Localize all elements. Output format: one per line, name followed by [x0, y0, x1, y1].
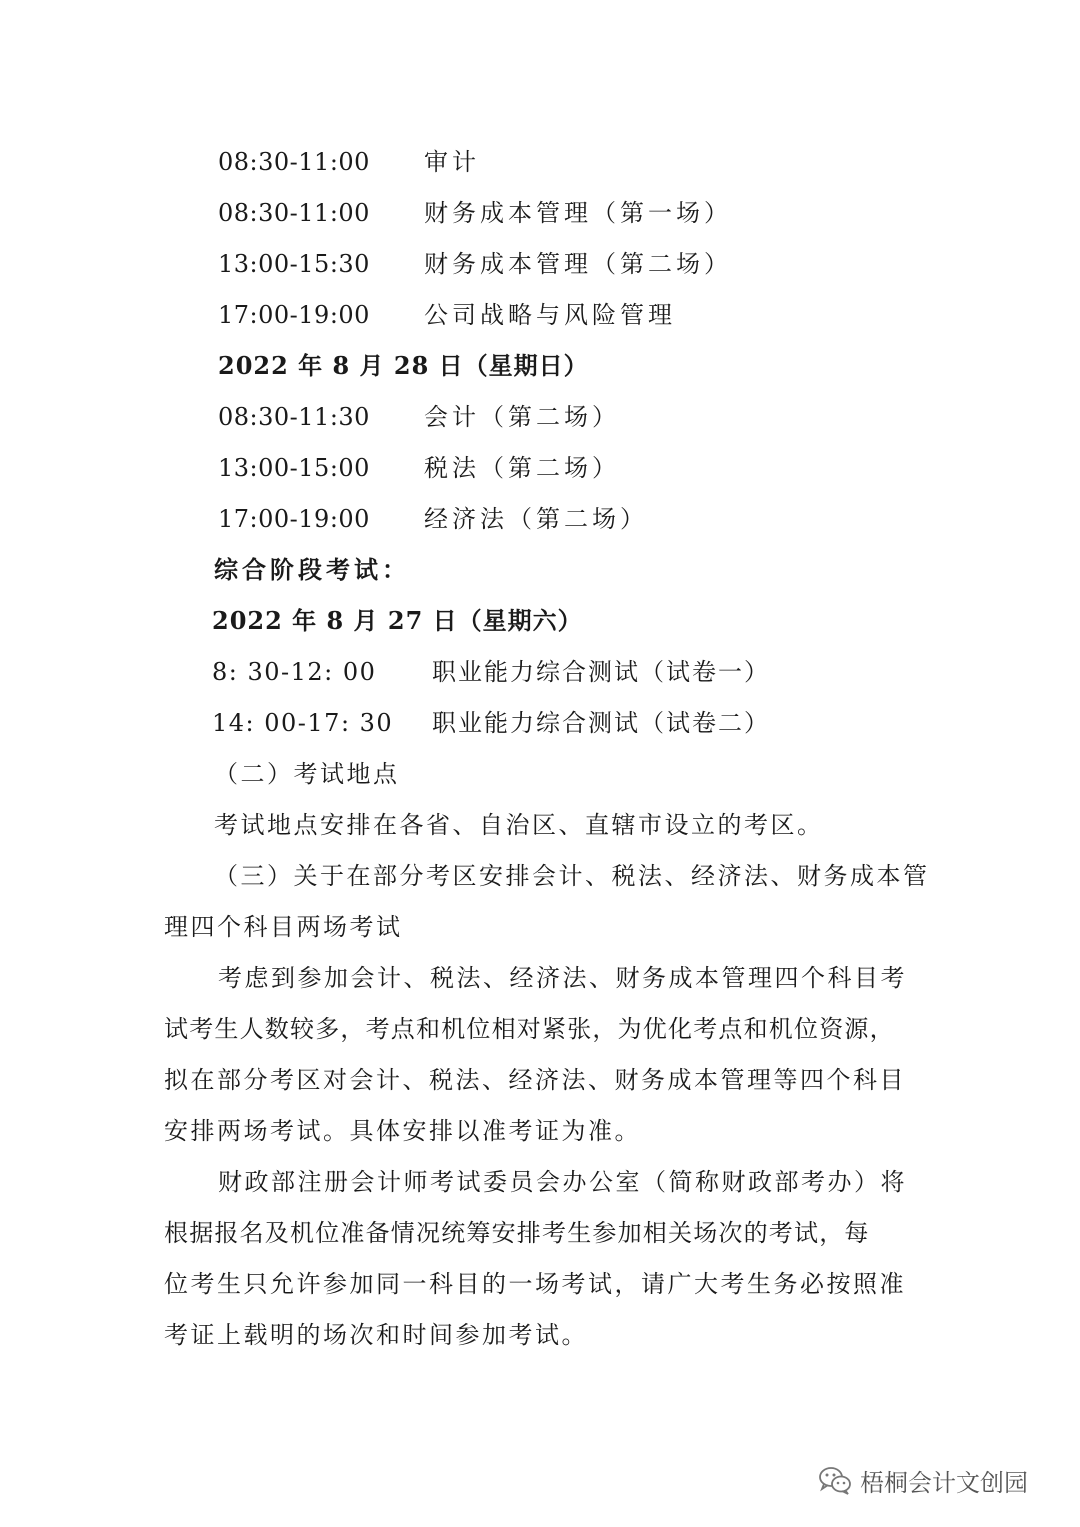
exam-subject: 审计 — [424, 148, 480, 176]
exam-time: 14: 00-17: 30 — [212, 709, 394, 737]
paragraph-line: 根据报名及机位准备情况统筹安排考生参加相关场次的考试，每 — [164, 1219, 870, 1247]
exam-time: 08:30-11:30 — [218, 403, 370, 431]
exam-date: 2022 年 8 月 28 日（星期日） — [218, 351, 589, 380]
exam-time: 13:00-15:30 — [218, 250, 370, 278]
exam-time: 13:00-15:00 — [218, 454, 370, 482]
exam-subject: 职业能力综合测试（试卷一） — [432, 658, 770, 686]
exam-time: 08:30-11:00 — [218, 199, 370, 227]
exam-time: 17:00-19:00 — [218, 301, 370, 329]
paragraph-line: 安排两场考试。具体安排以准考证为准。 — [164, 1117, 641, 1145]
section2-heading: （二）考试地点 — [214, 760, 400, 788]
exam-time: 8: 30-12: 00 — [212, 658, 377, 686]
section3-heading-cont: 理四个科目两场考试 — [164, 913, 403, 941]
paragraph-line: 位考生只允许参加同一科目的一场考试，请广大考生务必按照准 — [164, 1270, 906, 1298]
exam-time: 08:30-11:00 — [218, 148, 370, 176]
exam-date: 2022 年 8 月 27 日（星期六） — [212, 606, 583, 635]
paragraph-line: 财政部注册会计师考试委员会办公室（简称财政部考办）将 — [218, 1168, 907, 1196]
exam-subject: 财务成本管理（第二场） — [424, 250, 732, 278]
exam-subject: 会计（第二场） — [424, 403, 620, 431]
paragraph-line: 考虑到参加会计、税法、经济法、财务成本管理四个科目考 — [218, 964, 907, 992]
paragraph-line: 拟在部分考区对会计、税法、经济法、财务成本管理等四个科目 — [164, 1066, 906, 1094]
exam-subject: 财务成本管理（第一场） — [424, 199, 732, 227]
comprehensive-heading: 综合阶段考试： — [214, 555, 410, 584]
exam-subject: 经济法（第二场） — [424, 505, 648, 533]
section3-heading: （三）关于在部分考区安排会计、税法、经济法、财务成本管 — [214, 862, 930, 890]
paragraph-line: 考证上载明的场次和时间参加考试。 — [164, 1321, 588, 1349]
watermark-text: 梧桐会计文创园 — [860, 1468, 1028, 1497]
exam-subject: 职业能力综合测试（试卷二） — [432, 709, 770, 737]
wechat-icon — [818, 1465, 852, 1495]
watermark — [818, 1460, 1028, 1500]
exam-subject: 税法（第二场） — [424, 454, 620, 482]
paragraph-line: 试考生人数较多，考点和机位相对紧张，为优化考点和机位资源， — [164, 1015, 895, 1043]
exam-subject: 公司战略与风险管理 — [424, 301, 676, 329]
section2-body: 考试地点安排在各省、自治区、直辖市设立的考区。 — [214, 811, 824, 839]
exam-time: 17:00-19:00 — [218, 505, 370, 533]
